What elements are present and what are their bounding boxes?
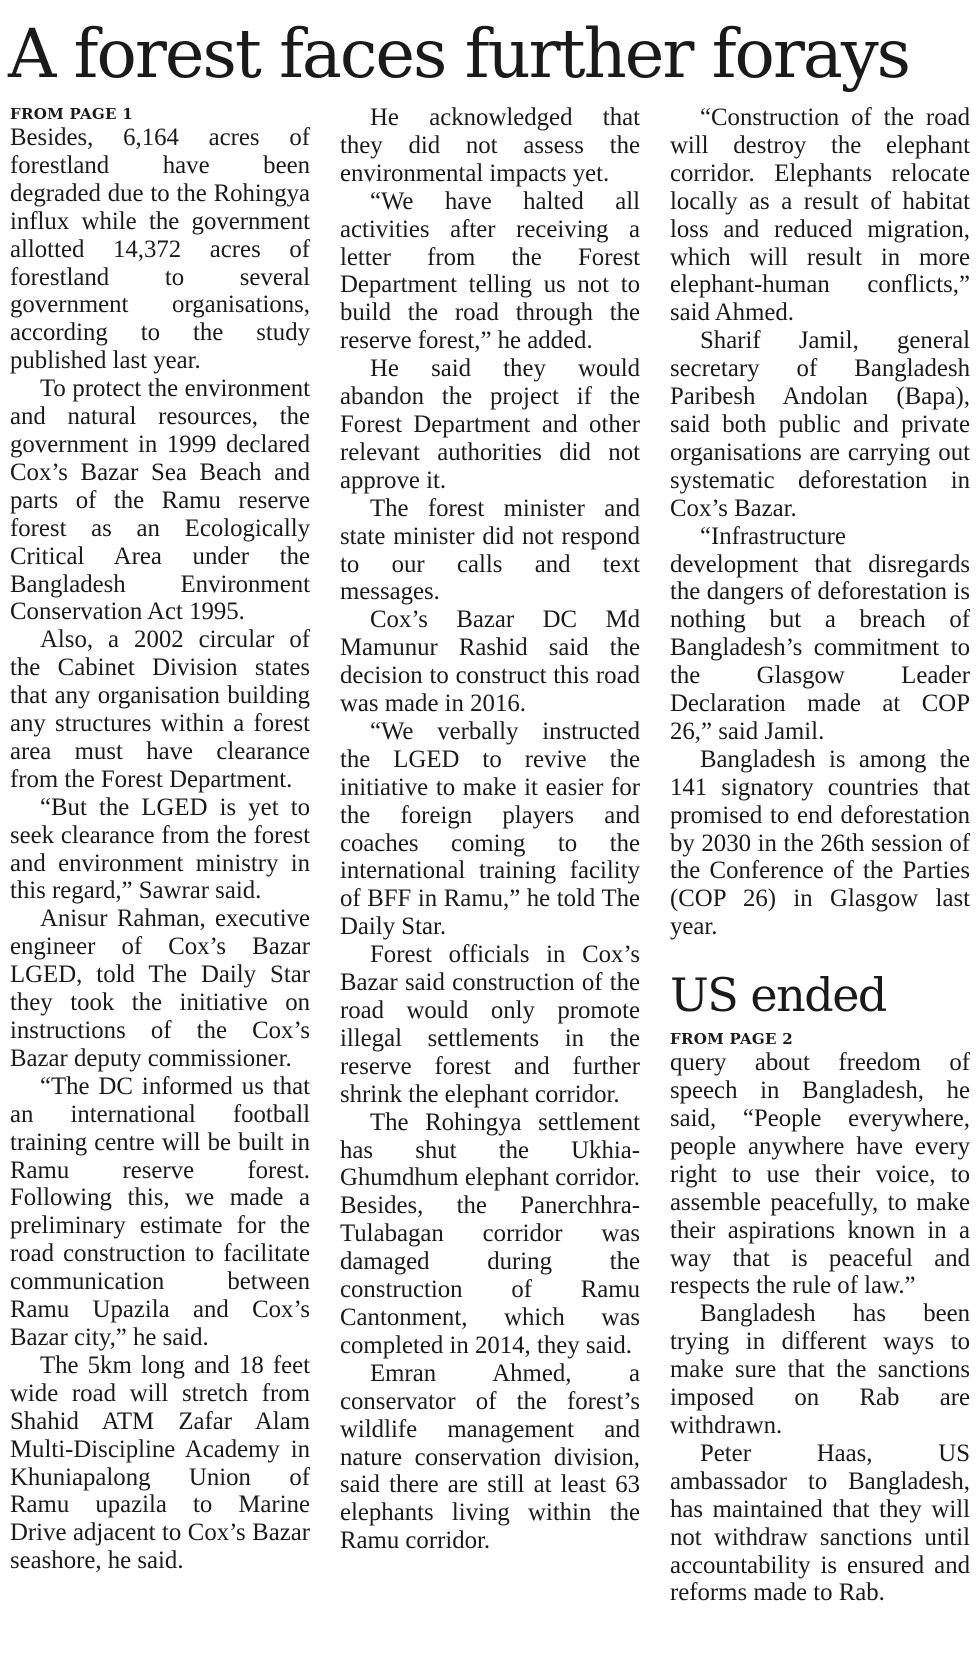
- paragraph: Also, a 2002 circular of the Cabinet Division states that any organisation building any structures within a forest area must have clearance from the Forest Department.: [10, 626, 310, 793]
- paragraph: Besides, 6,164 acres of forestland have been degraded due to the Rohingya influx while the government allotted 14,372 acres of forestland to several government organisations, according to the study published last year.: [10, 124, 310, 375]
- paragraph: He said they would abandon the project if the Forest Department and other relevant authorities did not approve it.: [340, 355, 640, 494]
- paragraph: Cox’s Bazar DC Md Mamunur Rashid said the decision to construct this road was made in 2016.: [340, 606, 640, 718]
- paragraph: query about freedom of speech in Bangladesh, he said, “People everywhere, people anywhere have every right to use their voice, to assemble peacefully, to make their aspirations known in a way that is peaceful and respects the rule of law.”: [670, 1049, 970, 1300]
- article-headline: A forest faces further forays: [8, 15, 910, 93]
- column-2: [340, 104, 640, 1555]
- paragraph: Peter Haas, US ambassador to Bangladesh, has maintained that they will not withdraw sanctions until accountability is ensured and reforms made to Rab.: [670, 1439, 970, 1607]
- paragraph: “We verbally instructed the LGED to revive the initiative to make it easier for the foreign players and coaches coming to the international training facility of BFF in Ramu,” he told The Daily Star.: [340, 717, 640, 941]
- paragraph: Sharif Jamil, general secretary of Bangladesh Paribesh Andolan (Bapa), said both public and private organisations are carrying out systematic deforestation in Cox’s Bazar.: [670, 327, 970, 522]
- paragraph: The forest minister and state minister did not respond to our calls and text messages.: [340, 494, 640, 606]
- article2-headline: US ended: [670, 968, 886, 1023]
- paragraph: Bangladesh is among the 141 signatory countries that promised to end deforestation by 2030 in the 26th session of the Conference of the Parties (COP 26) in Glasgow last year.: [670, 745, 970, 941]
- paragraph: The Rohingya settlement has shut the Ukhia-Ghumdhum elephant corridor. Besides, the Panerchhra-Tulabagan corridor was damaged during the construction of Ramu Cantonment, which was completed in 2014, they said.: [340, 1108, 640, 1359]
- column-3: [670, 104, 970, 1607]
- paragraph: He acknowledged that they did not assess the environmental impacts yet.: [340, 104, 640, 187]
- article2-kicker: FROM PAGE 2: [670, 1030, 794, 1049]
- paragraph: To protect the environment and natural resources, the government in 1999 declared Cox’s Bazar Sea Beach and parts of the Ramu reserve forest as an Ecologically Critical Area under the Bangladesh Environment Conservation Act 1995.: [10, 375, 310, 626]
- paragraph: “Construction of the road will destroy the elephant corridor. Elephants relocate locally as a result of habitat loss and reduced migration, which will result in more elephant-human conflicts,” said Ahmed.: [670, 104, 970, 327]
- article-kicker: FROM PAGE 1: [10, 105, 134, 123]
- paragraph: Forest officials in Cox’s Bazar said construction of the road would only promote illegal settlements in the reserve forest and further shrink the elephant corridor.: [340, 941, 640, 1108]
- paragraph: Emran Ahmed, a conservator of the forest’s wildlife management and nature conservation division, said there are still at least 63 elephants living within the Ramu corridor.: [340, 1359, 640, 1555]
- paragraph: Anisur Rahman, executive engineer of Cox’s Bazar LGED, told The Daily Star they took the initiative on instructions of the Cox’s Bazar deputy commissioner.: [10, 905, 310, 1072]
- paragraph: The 5km long and 18 feet wide road will stretch from Shahid ATM Zafar Alam Multi-Discipline Academy in Khuniapalong Union of Ramu upazila to Marine Drive adjacent to Cox’s Bazar seashore, he said.: [10, 1351, 310, 1575]
- paragraph: “The DC informed us that an international football training centre will be built in Ramu reserve forest. Following this, we made a preliminary estimate for the road construction to facilitate communication between Ramu Upazila and Cox’s Bazar city,” he said.: [10, 1072, 310, 1351]
- column-1: [10, 104, 310, 1575]
- paragraph: “Infrastructure development that disregards the dangers of deforestation is nothing but a breach of Bangladesh’s commitment to the Glasgow Leader Declaration made at COP 26,” said Jamil.: [670, 522, 970, 745]
- paragraph: Bangladesh has been trying in different ways to make sure that the sanctions imposed on Rab are withdrawn.: [670, 1300, 970, 1439]
- paragraph: “We have halted all activities after receiving a letter from the Forest Department telling us not to build the road through the reserve forest,” he added.: [340, 187, 640, 355]
- paragraph: “But the LGED is yet to seek clearance from the forest and environment ministry in this regard,” Sawrar said.: [10, 793, 310, 905]
